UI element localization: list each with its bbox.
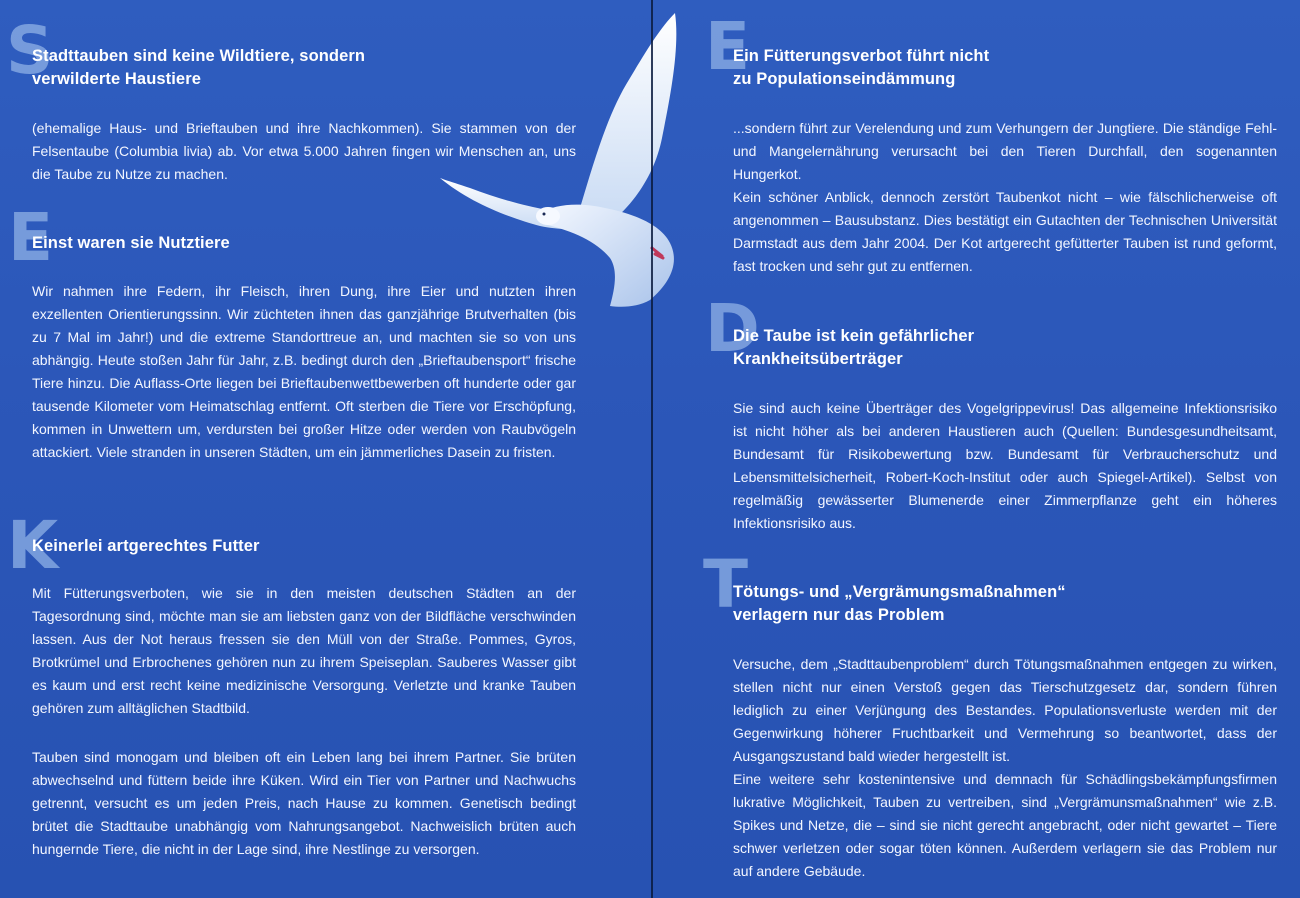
section-heading: Die Taube ist kein gefährlicher Krankheitsüberträger <box>733 327 975 368</box>
section-paragraph: Kein schöner Anblick, dennoch zerstört Taubenkot nicht – wie fälschlicherweise oft angenommen – Bausubstanz. Dies bestätigt ein Gutachten der Technischen Universität Darmstadt aus dem Jahr 2004. Der Kot artgerecht gefütterter Tauben ist rund geformt, fast trocken und sehr gut zu entfernen. <box>733 189 1277 274</box>
initial-letter: K <box>7 507 59 584</box>
initial-letter: T <box>703 546 749 623</box>
section-paragraph: Tauben sind monogam und bleiben oft ein Leben lang bei ihrem Partner. Sie brüten abwechselnd und füttern beide ihre Küken. Wird ein Tier von Partner und Nachwuchs getrennt, versucht es um jeden Preis, nach Hause zu kommen. Genetisch bedingt brütet die Stadttaube unabhängig vom Nahrungsangebot. Nachweislich brüten auch hungernde Tiere, die nicht in der Lage sind, ihre Nestlinge zu versorgen. <box>32 749 576 857</box>
section-heading: Einst waren sie Nutztiere <box>32 234 230 252</box>
right-page <box>653 0 1300 898</box>
section-paragraph: Eine weitere sehr kostenintensive und demnach für Schädlingsbekämpfungsfirmen lukrative Möglichkeit, Tauben zu vertreiben, sind „Vergrämunsmaßnahmen“ wie z.B. Spikes und Netze, die – sind sie nicht gerecht angebracht, oder nicht gewartet – Tiere schwer verletzen oder sogar töten können. Außerdem verlagern sie das Problem nur auf andere Gebäude. <box>733 771 1277 879</box>
initial-letter: E <box>705 8 751 85</box>
initial-letter: S <box>6 12 54 89</box>
section-paragraph: Versuche, dem „Stadttaubenproblem“ durch Tötungsmaßnahmen entgegen zu wirken, stellen nicht nur einen Verstoß gegen das Tierschutzgesetz dar, sondern führen lediglich zu einer Verjüngung des Bestandes. Populationsverluste werden mit der Gegenwirkung höherer Fruchtbarkeit und Vermehrung so beantwortet, dass der Ausgangszustand bald wieder hergestellt ist. <box>733 656 1277 764</box>
section-heading: Keinerlei artgerechtes Futter <box>32 537 260 555</box>
section-paragraph: Mit Fütterungsverboten, wie sie in den meisten deutschen Städten an der Tagesordnung sind, möchte man sie am liebsten ganz von der Bildfläche verschwinden lassen. Aus der Not heraus fressen sie den Müll von der Straße. Pommes, Gyros, Brotkrümel und Erbrochenes gehören nun zu ihrem Speiseplan. Sauberes Wasser gibt es kaum und erst recht keine medizinische Versorgung. Verletzte und kranke Tauben gehören zum alltäglichen Stadtbild. <box>32 585 576 716</box>
section-paragraph: ...sondern führt zur Verelendung und zum Verhungern der Jungtiere. Die ständige Fehl- und Mangelernährung verursacht bei den Tieren Durchfall, den sogenannten Hungerkot. <box>733 120 1277 182</box>
section-heading: Stadttauben sind keine Wildtiere, sondern verwilderte Haustiere <box>32 47 366 88</box>
section-paragraph: (ehemalige Haus- und Brieftauben und ihre Nachkommen). Sie stammen von der Felsentaube (Columbia livia) ab. Vor etwa 5.000 Jahren fingen wir Menschen an, uns die Taube zu Nutze zu machen. <box>32 120 576 182</box>
section-paragraph: Sie sind auch keine Überträger des Vogelgrippevirus! Das allgemeine Infektionsrisiko ist nicht höher als bei anderen Haustieren auch (Quellen: Bundesgesundheitsamt, Bundesamt für Risikobewertung bzw. Bundesamt für Verbraucherschutz und Lebensmittelsicherheit, Robert-Koch-Institut oder auch Spiegel-Artikel). Selbst von regelmäßig gewässerter Blumenerde einer Zimmerpflanze geht ein höheres Infektionsrisiko aus. <box>733 400 1277 531</box>
section-heading: Ein Fütterungsverbot führt nicht zu Populationseindämmung <box>733 47 990 88</box>
initial-letter: D <box>705 290 760 367</box>
section-heading: Tötungs- und „Vergrämungsmaßnahmen“ verlagern nur das Problem <box>733 583 1066 624</box>
section-paragraph: Wir nahmen ihre Federn, ihr Fleisch, ihren Dung, ihre Eier und nutzten ihren exzellenten Orientierungssinn. Wir züchteten ihnen das ganzjährige Brutverhalten (bis zu 7 Mal im Jahr!) und die extreme Standorttreue an, und machten sie so von uns abhängig. Heute stoßen Jahr für Jahr, z.B. bedingt durch den „Brieftaubensport“ frische Tiere hinzu. Die Auflass-Orte liegen bei Brieftaubenwettbewerben oft hunderte oder gar tausende Kilometer vom Heimatschlag entfernt. Oft sterben die Tiere vor Erschöpfung, kommen in Unwettern um, verdursten bei großer Hitze oder werden von Raubvögeln attackiert. Viele stranden in unseren Städten, um ein jämmerliches Dasein zu fristen. <box>32 283 576 460</box>
initial-letter: E <box>8 199 54 276</box>
